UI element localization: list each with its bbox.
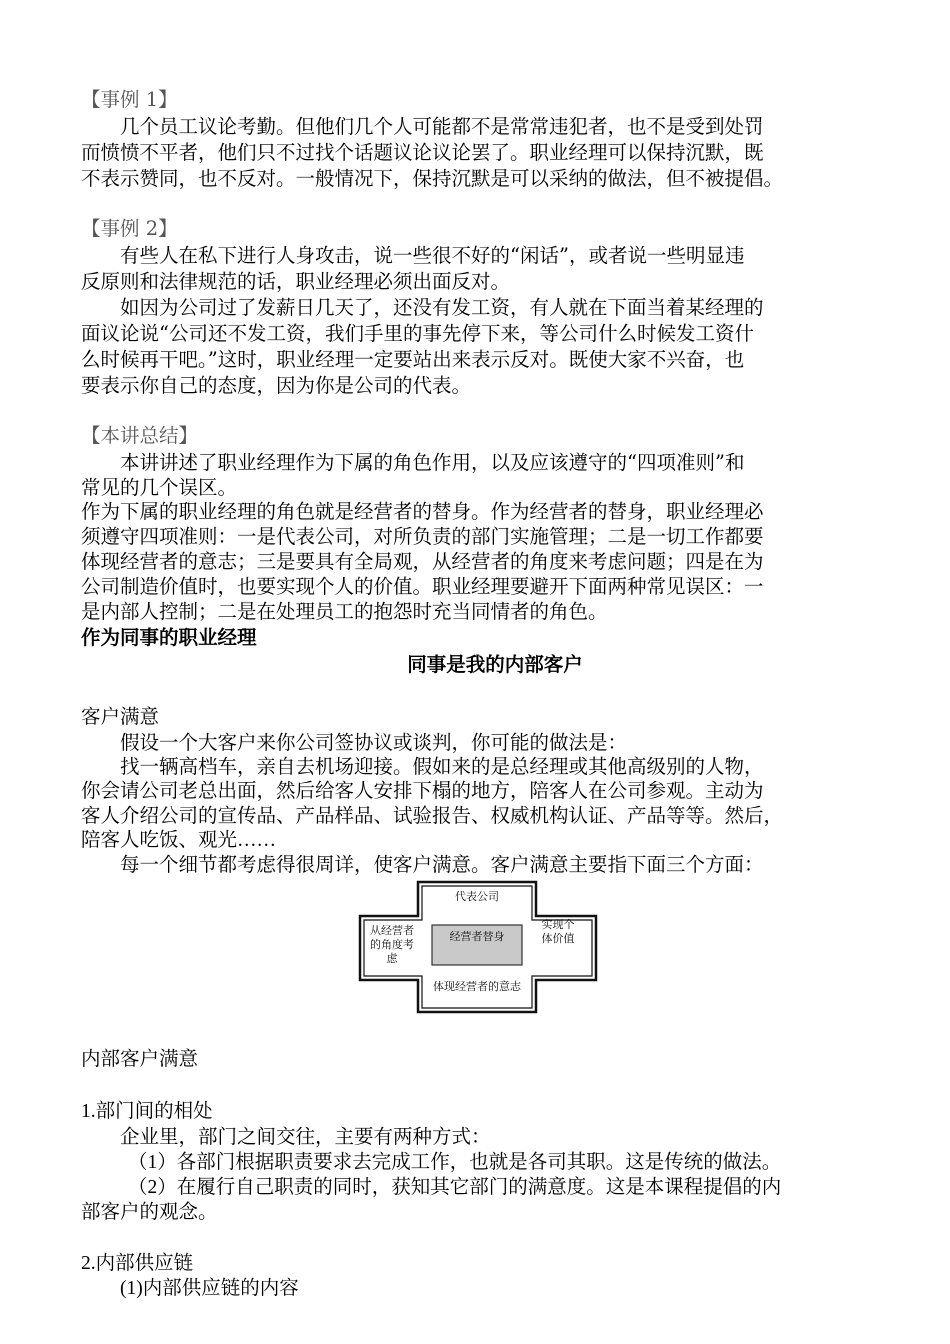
summary-line-2: 常见的几个误区。	[81, 476, 238, 499]
customer-line-2: 找一辆高档车，亲自去机场迎接。假如来的是总经理或其他高级别的人物，	[120, 757, 764, 778]
example2-line-1: 有些人在私下进行人身攻击，说一些很不好的“闲话”，或者说一些明显违	[120, 244, 745, 267]
example2-line-3: 如因为公司过了发薪日几天了，还没有发工资，有人就在下面当着某经理的	[120, 296, 764, 319]
example2-line-5: 么时候再干吧。”这时，职业经理一定要站出来表示反对。既使大家不兴奋，也	[81, 348, 745, 371]
internal-heading: 内部客户满意	[81, 1049, 199, 1070]
cross-diagram	[358, 880, 598, 1014]
internal-h2: 2.内部供应链	[81, 1253, 194, 1274]
internal-h1: 1.部门间的相处	[81, 1101, 213, 1122]
example1-tag: 【事例 1】	[81, 88, 178, 111]
example2-line-2: 反原则和法律规范的话，职业经理必须出面反对。	[81, 270, 511, 293]
diagram-bottom-label: 体现经营者的意志	[433, 980, 521, 993]
customer-heading: 客户满意	[81, 707, 160, 728]
summary-line-7: 是内部人控制；二是在处理员工的抱怨时充当同情者的角色。	[81, 600, 608, 623]
example1-line-1: 几个员工议论考勤。但他们几个人可能都不是常常违犯者，也不是受到处罚	[120, 115, 764, 138]
diagram-top-label: 代表公司	[455, 890, 499, 903]
internal-p1: 企业里，部门之间交往，主要有两种方式：	[120, 1127, 491, 1148]
summary-tag: 【本讲总结】	[81, 424, 199, 447]
internal-p2: （1）各部门根据职责要求去完成工作，也就是各司其职。这是传统的做法。	[128, 1152, 782, 1173]
summary-line-1: 本讲讲述了职业经理作为下属的角色作用，以及应该遵守的“四项准则”和	[120, 451, 745, 474]
diagram-center-label: 经营者替身	[449, 930, 505, 943]
internal-p3a: （2）在履行自己职责的同时，获知其它部门的满意度。这是本课程提倡的内	[128, 1177, 782, 1198]
example2-tag: 【事例 2】	[81, 217, 178, 240]
example1-line-2: 而愤愤不平者，他们只不过找个话题议论议论罢了。职业经理可以保持沉默，既	[81, 141, 764, 164]
example2-line-6: 要表示你自己的态度，因为你是公司的代表。	[81, 374, 472, 397]
summary-line-3: 作为下属的职业经理的角色就是经营者的替身。作为经营者的替身，职业经理必	[81, 500, 764, 523]
summary-line-6: 公司制造价值时，也要实现个人的价值。职业经理要避开下面两种常见误区：一	[81, 575, 764, 598]
customer-line-5: 陪客人吃饭、观光……	[81, 830, 277, 851]
customer-line-4: 客人介绍公司的宣传品、产品样品、试验报告、权威机构认证、产品等等。然后，	[81, 806, 784, 827]
summary-line-4: 须遵守四项准则：一是代表公司，对所负责的部门实施管理；二是一切工作都要	[81, 525, 764, 548]
customer-line-3: 你会请公司老总出面，然后给客人安排下榻的地方，陪客人在公司参观。主动为	[81, 781, 764, 802]
customer-line-6: 每一个细节都考虑得很周详，使客户满意。客户满意主要指下面三个方面：	[120, 855, 764, 876]
summary-line-5: 体现经营者的意志；三是要具有全局观，从经营者的角度来考虑问题；四是在为	[81, 550, 764, 573]
internal-p4: (1)内部供应链的内容	[120, 1278, 299, 1299]
customer-line-1: 假设一个大客户来你公司签协议或谈判，你可能的做法是：	[120, 733, 628, 754]
example1-line-3: 不表示赞同，也不反对。一般情况下，保持沉默是可以采纳的做法，但不被提倡。	[81, 167, 784, 190]
example2-line-4: 面议论说“公司还不发工资，我们手里的事先停下来，等公司什么时候发工资什	[81, 322, 754, 345]
section-title: 同事是我的内部客户	[407, 653, 583, 676]
internal-p3b: 部客户的观念。	[81, 1202, 218, 1223]
diagram-left-label: 从经营者的角度考虑	[370, 924, 414, 965]
diagram-right-label: 实现个体价值	[541, 918, 575, 945]
section-heading: 作为同事的职业经理	[81, 626, 257, 649]
